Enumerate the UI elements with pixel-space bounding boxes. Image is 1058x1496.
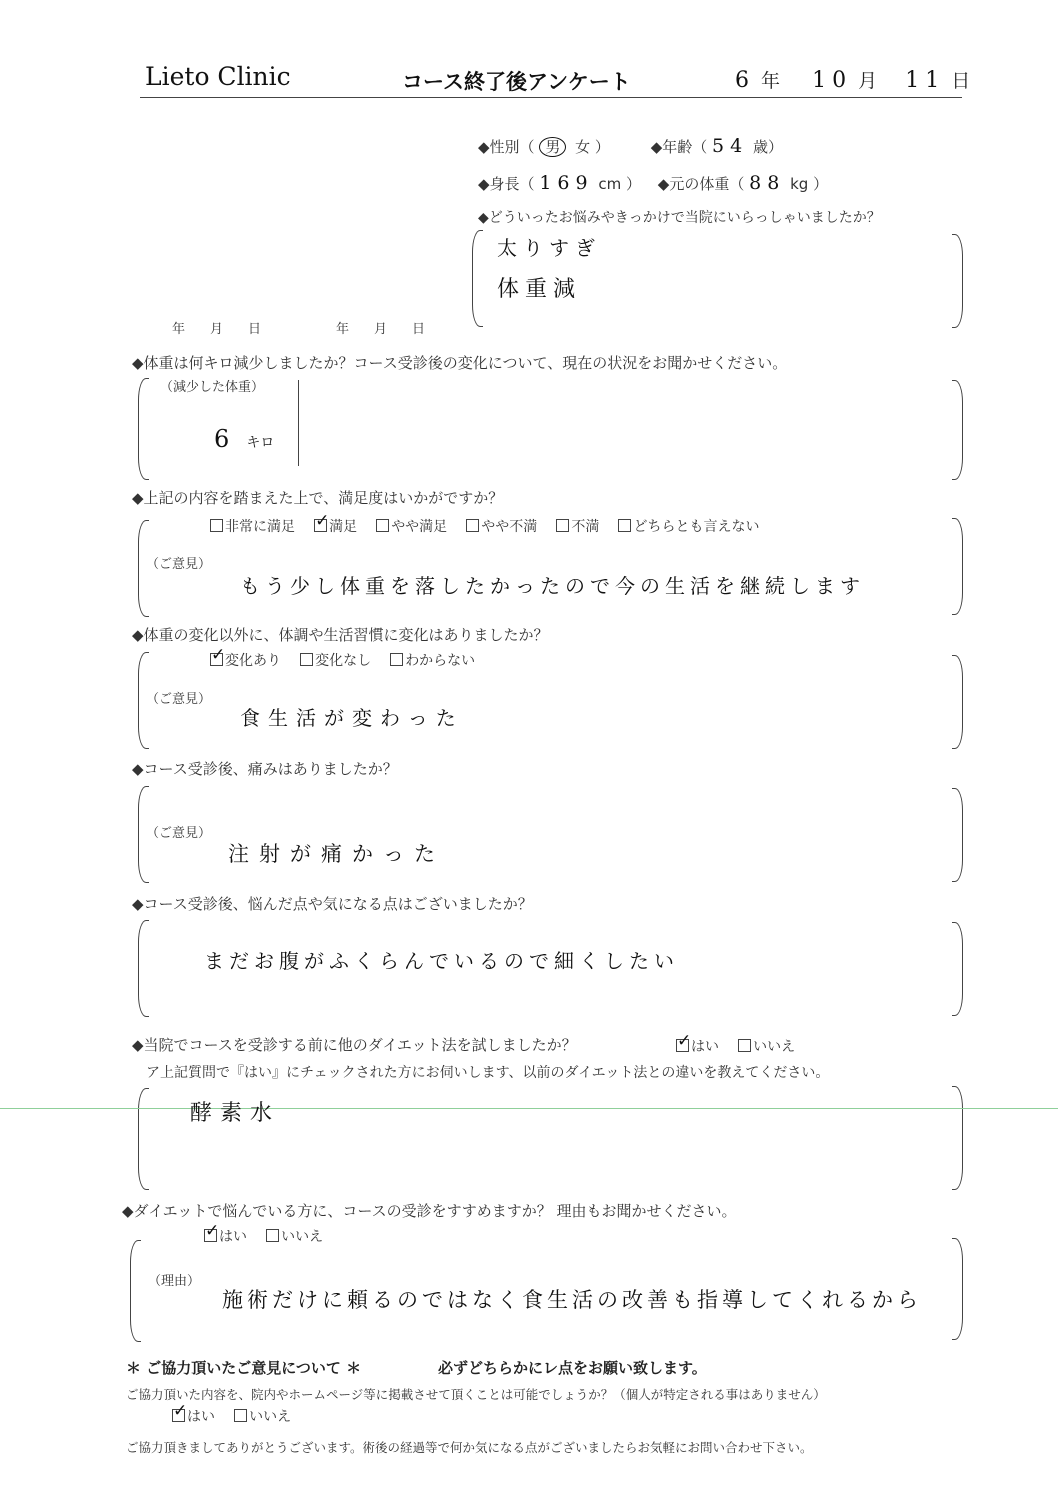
q-pain-question: ◆コース受診後、痛みはありましたか？ <box>132 760 398 778</box>
checkbox[interactable] <box>376 519 389 532</box>
checkbox[interactable] <box>266 1229 279 1242</box>
age-unit: 歳） <box>752 138 783 156</box>
footer-note-title: ＊ ご協力頂いたご意見について ＊ <box>126 1359 362 1377</box>
q-lifestyle-options <box>210 650 489 670</box>
checkbox-checked[interactable] <box>676 1039 689 1052</box>
satisfaction-option-somewhat-dissatisfied[interactable]: やや不満 <box>466 516 537 536</box>
q-concern-question: ◆コース受診後、悩んだ点や気になる点はございましたか？ <box>132 895 533 913</box>
gender-label: ◆性別（ <box>478 138 535 156</box>
q-other-diet-bracket-right <box>952 1086 963 1190</box>
day-unit: 日 <box>951 70 971 92</box>
profile-row-2 <box>478 172 828 194</box>
q-pain-opinion-label: （ご意見） <box>146 826 212 841</box>
checkbox[interactable] <box>466 519 479 532</box>
q-other-diet-answer[interactable]: 酵素水 <box>190 1101 281 1126</box>
q-other-diet-options <box>676 1036 809 1056</box>
before-date-label: 年 月 日 <box>172 322 268 337</box>
lifestyle-option-unknown[interactable]: わからない <box>390 650 475 670</box>
q-satisfaction-bracket-right <box>952 518 963 615</box>
q-lifestyle-opinion-label: （ご意見） <box>146 692 212 707</box>
q-reason-answer-1[interactable]: 太りすぎ <box>497 236 601 260</box>
lifestyle-option-changed[interactable]: ✓変化あり <box>210 650 281 670</box>
q-recommend-bracket-left <box>130 1240 141 1342</box>
weight-unit: kg ） <box>790 175 829 193</box>
recommend-option-yes[interactable]: ✓はい <box>204 1226 247 1246</box>
other-diet-option-yes[interactable]: ✓ はい <box>676 1036 719 1056</box>
weight-value: 88 <box>749 172 786 194</box>
year-unit: 年 <box>761 70 781 92</box>
checkbox-checked[interactable] <box>204 1229 217 1242</box>
checkbox[interactable] <box>618 519 631 532</box>
q-weight-unit: キロ <box>246 435 275 451</box>
month-unit: 月 <box>858 70 878 92</box>
q-reason-bracket-right <box>952 234 963 328</box>
q-weight-value[interactable]: 6 <box>214 425 236 453</box>
q-lifestyle-opinion[interactable]: 食生活が変わった <box>240 706 464 730</box>
checkbox-checked[interactable] <box>210 653 223 666</box>
checkbox[interactable] <box>738 1039 751 1052</box>
checkbox[interactable] <box>390 653 403 666</box>
date-day: 11 <box>905 68 946 93</box>
scan-line <box>0 1108 1058 1109</box>
q-satisfaction-options <box>210 516 773 536</box>
q-satisfaction-opinion[interactable]: もう少し体重を落したかったので今の生活を継続します <box>240 574 865 598</box>
q-weight-divider <box>298 380 299 466</box>
satisfaction-option-somewhat-satisfied[interactable]: やや満足 <box>376 516 447 536</box>
form-date <box>735 66 970 93</box>
q-recommend-reason-label: （理由） <box>148 1274 201 1289</box>
checkbox-checked[interactable] <box>314 519 327 532</box>
height-value: 169 <box>539 172 594 194</box>
satisfaction-option-very-satisfied[interactable]: 非常に満足 <box>210 516 295 536</box>
consent-option-no[interactable]: いいえ <box>234 1406 291 1426</box>
gender-male-selected[interactable]: 男 <box>539 137 566 157</box>
after-date-label: 年 月 日 <box>336 322 432 337</box>
height-label: ◆身長（ <box>478 175 535 193</box>
footer-note-emphasis: 必ずどちらかにレ点をお願い致します。 <box>438 1359 707 1377</box>
footer-consent-question: ご協力頂いた内容を、院内やホームページ等に掲載させて頂くことは可能でしょうか？（個人が特定される事はありません） <box>126 1387 826 1402</box>
satisfaction-option-neutral[interactable]: どちらとも言えない <box>618 516 759 536</box>
profile-row-1 <box>478 135 783 157</box>
q-lifestyle-question: ◆体重の変化以外に、体調や生活習慣に変化はありましたか？ <box>132 626 549 644</box>
q-concern-answer[interactable]: まだお腹がふくらんでいるので細くしたい <box>204 949 679 973</box>
age-value: 54 <box>712 135 749 157</box>
age-label: ◆年齢（ <box>650 138 708 156</box>
footer-consent-options <box>172 1406 305 1426</box>
q-reason-bracket-left <box>472 230 483 327</box>
q-recommend-question: ◆ダイエットで悩んでいる方に、コースの受診をすすめますか？ 理由もお聞かせください。 <box>122 1202 737 1220</box>
q-weight-answer <box>214 425 274 453</box>
satisfaction-option-satisfied[interactable]: ✓ 満足 <box>314 516 357 536</box>
q-weight-bracket-left <box>138 378 149 480</box>
gender-female[interactable]: 女 ） <box>575 138 610 156</box>
q-other-diet-followup: ア上記質問で『はい』にチェックされた方にお伺いします、以前のダイエット法との違いを教えてください。 <box>146 1065 830 1081</box>
weight-label: ◆元の体重（ <box>657 175 745 193</box>
checkbox[interactable] <box>556 519 569 532</box>
q-pain-opinion[interactable]: 注射が痛かった <box>228 842 445 866</box>
footer-thanks: ご協力頂きましてありがとうございます。術後の経過等で何か気になる点がございましたらお気軽にお問い合わせ下さい。 <box>126 1440 813 1455</box>
q-concern-bracket-left <box>138 920 149 1017</box>
lifestyle-option-unchanged[interactable]: 変化なし <box>300 650 371 670</box>
recommend-option-no[interactable]: いいえ <box>266 1226 323 1246</box>
date-month: 10 <box>812 68 853 93</box>
q-other-diet-bracket-left <box>138 1088 149 1190</box>
satisfaction-option-dissatisfied[interactable]: 不満 <box>556 516 599 536</box>
height-unit: cm ） <box>598 175 642 193</box>
q-weight-bracket-right <box>952 380 963 480</box>
q-weight-sublabel: （減少した体重） <box>160 380 265 395</box>
clinic-name: Lieto Clinic <box>145 62 291 91</box>
checkbox[interactable] <box>300 653 313 666</box>
q-reason-answer-2[interactable]: 体重減 <box>497 277 582 302</box>
q-other-diet-question: ◆当院でコースを受診する前に他のダイエット法を試しましたか？ <box>132 1036 577 1054</box>
checkbox-checked[interactable] <box>172 1409 185 1422</box>
q-lifestyle-bracket-right <box>952 655 963 749</box>
date-year: 6 <box>735 68 755 93</box>
q-recommend-reason[interactable]: 施術だけに頼るのではなく食生活の改善も指導してくれるから <box>222 1288 922 1312</box>
other-diet-option-no[interactable]: いいえ <box>738 1036 795 1056</box>
q-concern-bracket-right <box>952 922 963 1016</box>
checkbox[interactable] <box>210 519 223 532</box>
header-rule <box>140 97 962 98</box>
q-pain-bracket-right <box>952 788 963 882</box>
consent-option-yes[interactable]: ✓はい <box>172 1406 215 1426</box>
q-recommend-options <box>204 1226 337 1246</box>
q-recommend-bracket-right <box>952 1238 963 1340</box>
checkbox[interactable] <box>234 1409 247 1422</box>
q-reason-question: ◆どういったお悩みやきっかけで当院にいらっしゃいましたか？ <box>478 210 881 226</box>
q-weight-question: ◆体重は何キロ減少しましたか？コース受診後の変化について、現在の状況をお聞かせください。 <box>132 354 788 372</box>
q-satisfaction-question: ◆上記の内容を踏まえた上で、満足度はいかがですか？ <box>132 489 504 507</box>
form-title: コース終了後アンケート <box>402 70 631 94</box>
q-satisfaction-opinion-label: （ご意見） <box>146 557 212 572</box>
